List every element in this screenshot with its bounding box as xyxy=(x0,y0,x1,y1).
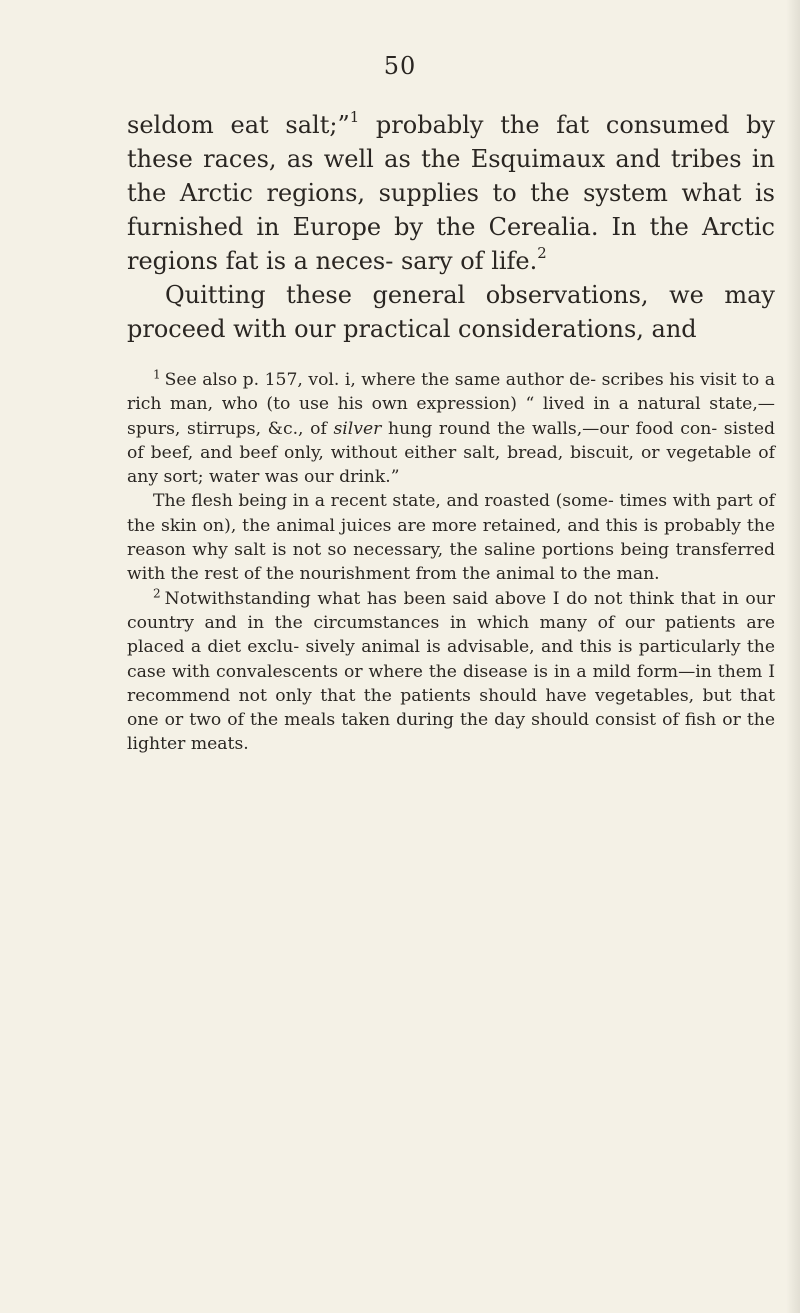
footnote-1-text-a: See also p. 157, vol. i, where the same author de- scribes his visit to a rich man, who (to use his own expression) “ lived in a natural state,—spurs, stirrups, &c., of xyxy=(127,370,775,439)
paragraph-1 xyxy=(127,108,775,278)
footnote-1-text-b: hung round the walls,—our food con- sisted of beef, and beef only, without either salt, bread, biscuit, or vegetable of any sort; water was our drink.” xyxy=(127,418,775,488)
footnote-ref-1: 1 xyxy=(349,107,360,126)
paragraph-1-start: seldom eat salt;” xyxy=(127,111,350,139)
page-number: 50 xyxy=(383,52,417,80)
footnote-2 xyxy=(127,587,775,757)
footnote-ref-2: 2 xyxy=(537,243,547,262)
page-edge-shadow xyxy=(786,0,800,1313)
footnotes xyxy=(127,368,775,757)
footnote-2-mark: 2 xyxy=(153,585,161,600)
main-text xyxy=(127,108,775,346)
footnote-1 xyxy=(127,368,775,489)
paragraph-1-rest: probably the fat consumed by these races, as well as the Esquimaux and tribes in the Arctic regions, supplies to the system what is furnished in Europe by the Cerealia. In the Arctic regions fat is a neces- sary of life. xyxy=(127,111,775,275)
footnote-1-continuation: The flesh being in a recent state, and roasted (some- times with part of the skin on), the animal juices are more retained, and this is probably the reason why salt is not so necessary, the saline portions being transferred with the rest of the nourishment from the animal to the man. xyxy=(127,491,775,585)
footnote-1-italic: silver xyxy=(333,418,382,439)
footnote-1-mark: 1 xyxy=(153,367,161,382)
footnote-2-text: Notwithstanding what has been said above I do not think that in our country and in the circumstances in which many of our patients are placed a diet exclu- sively animal is advisable, and this is particularly the case with convalescents or where the disease is in a mild form—in them I recommend not only that the patients should have vegetables, but that one or two of the meals taken during the day should consist of fish or the lighter meats. xyxy=(127,588,775,755)
paragraph-2: Quitting these general observations, we may proceed with our practical considerations, and xyxy=(127,281,775,343)
